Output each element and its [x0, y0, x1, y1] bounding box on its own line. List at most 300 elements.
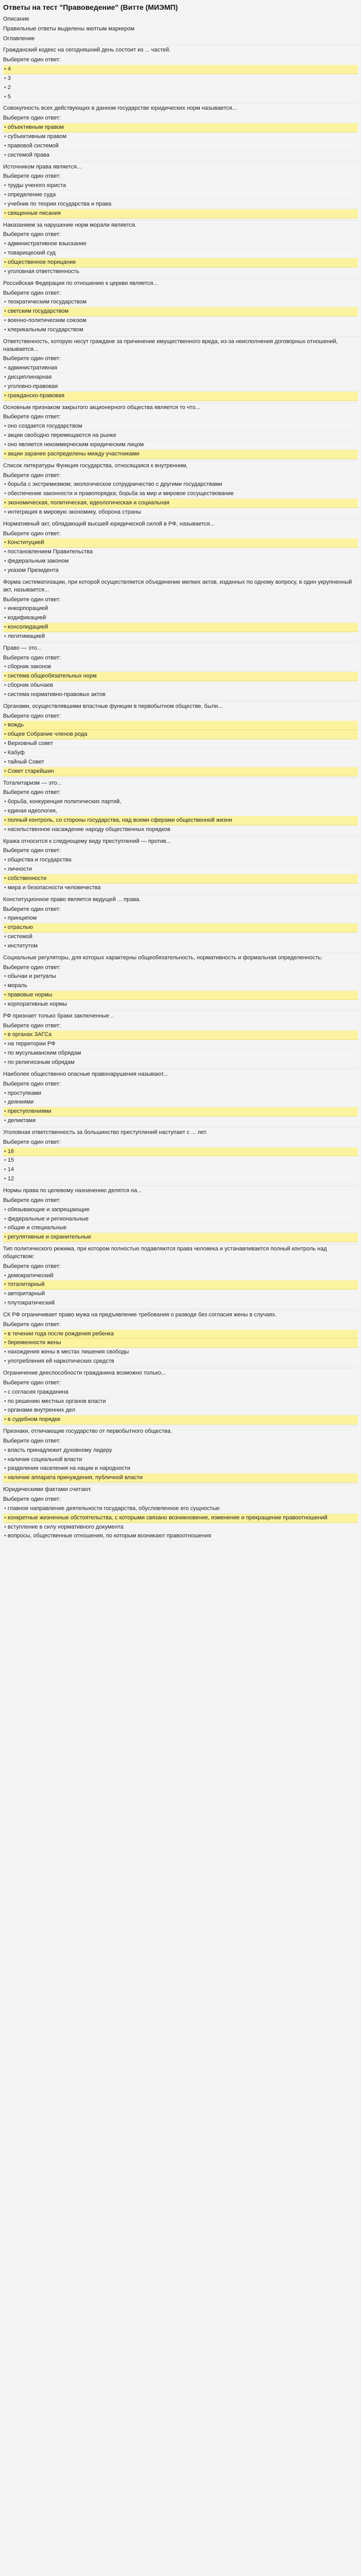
option-label: тайный Совет — [7, 758, 44, 765]
option-label: труды ученого юриста — [7, 182, 66, 189]
bullet-icon: • — [4, 1465, 6, 1472]
correct-answer-option — [3, 816, 358, 825]
option-label: демократический — [7, 1272, 54, 1279]
answer-option — [3, 865, 358, 874]
correct-answer-option — [3, 1514, 358, 1523]
choose-label: Выберите один ответ: — [3, 713, 61, 719]
option-label: вопросы, общественные отношения, по которым возникают правоотношения — [7, 1533, 211, 1539]
correct-answer-option — [3, 499, 358, 508]
option-label: светским государством — [7, 308, 68, 315]
question-text: Российская Федерация по отношению к церкви является... — [3, 278, 358, 289]
answer-option — [3, 132, 358, 142]
answer-option — [3, 364, 358, 373]
answer-option — [3, 632, 358, 641]
bullet-icon: • — [4, 992, 6, 998]
correct-answer-option — [3, 1233, 358, 1242]
question-block — [3, 519, 358, 575]
option-label: разделение населения на нации и народности — [7, 1465, 130, 1472]
option-label: акции свободно перемещаются на рынке — [7, 432, 116, 439]
bullet-icon: • — [4, 1533, 6, 1539]
correct-answer-option — [3, 209, 358, 218]
answer-option — [3, 480, 358, 489]
question-text: Тип политического режима, при котором полностью подавляются права человека и устанавливается полный контроль над обществом: — [3, 1244, 358, 1262]
answer-option — [3, 1000, 358, 1009]
option-label: вступление в силу нормативного документа — [7, 1523, 124, 1530]
bullet-icon: • — [4, 200, 6, 207]
answer-option — [3, 604, 358, 614]
answer-option — [3, 1175, 358, 1184]
bullet-icon: • — [4, 1050, 6, 1057]
choose-label: Выберите один ответ: — [3, 1080, 61, 1087]
option-label: на территории РФ — [7, 1041, 56, 1047]
answer-option — [3, 1299, 358, 1308]
question-block — [3, 953, 358, 1009]
option-label: собственности — [7, 875, 47, 882]
option-label: правовые нормы — [7, 992, 53, 998]
option-label: система общеобязательных норм — [7, 673, 97, 680]
question-text: Основным признаком закрытого акционерного общества является то что... — [3, 402, 358, 413]
bullet-icon: • — [4, 500, 6, 506]
correct-answer-option — [3, 672, 358, 681]
bullet-icon: • — [4, 383, 6, 389]
option-label: 14 — [7, 1166, 14, 1173]
bullet-icon: • — [4, 93, 6, 100]
question-block — [3, 643, 358, 700]
question-block — [3, 1310, 358, 1366]
option-label: инкорпорацией — [7, 605, 48, 612]
bullet-icon: • — [4, 241, 6, 247]
question-block — [3, 701, 358, 776]
answer-option — [3, 1406, 358, 1415]
bullet-icon: • — [4, 365, 6, 371]
answer-option — [3, 326, 358, 335]
bullet-icon: • — [4, 1505, 6, 1512]
answer-option — [3, 663, 358, 672]
question-block — [3, 1127, 358, 1184]
answer-option — [3, 884, 358, 893]
bullet-icon: • — [4, 750, 6, 756]
option-label: общественное порицание — [7, 259, 76, 265]
answer-option — [3, 142, 358, 151]
option-label: сборник законов — [7, 664, 51, 670]
answer-option — [3, 1523, 358, 1532]
choose-label: Выберите один ответ: — [3, 472, 61, 479]
option-label: в течении года после рождения ребенка — [7, 1330, 114, 1337]
question-text: Право — это... — [3, 643, 358, 653]
option-label: личности — [7, 866, 32, 873]
bullet-icon: • — [4, 450, 6, 457]
choose-label: Выберите один ответ: — [3, 1197, 61, 1204]
choose-label: Выберите один ответ: — [3, 115, 61, 122]
answer-option — [3, 758, 358, 767]
option-label: борьба, конкуренция политических партий, — [7, 799, 122, 805]
option-label: уголовная ответственность — [7, 268, 79, 275]
option-label: преступлениями — [7, 1108, 51, 1115]
option-label: система нормативно-правовых актов — [7, 691, 106, 698]
choose-label: Выберите один ответ: — [3, 848, 61, 854]
answer-option — [3, 548, 358, 557]
answer-option — [3, 298, 358, 307]
correct-answer-option — [3, 623, 358, 632]
question-text: Форма систематизации, при которой осуществляется объединение мелких актов, изданных по одному вопросу, в один укрупненный акт, называется... — [3, 577, 358, 595]
option-label: корпоративные нормы — [7, 1001, 67, 1007]
question-text: РФ признает только браки заключенные .. — [3, 1011, 358, 1021]
answer-option — [3, 981, 358, 991]
answer-option — [3, 373, 358, 382]
bullet-icon: • — [4, 1206, 6, 1213]
bullet-icon: • — [4, 509, 6, 515]
answer-option — [3, 914, 358, 923]
answer-option — [3, 422, 358, 431]
question-block — [3, 336, 358, 401]
bullet-icon: • — [4, 423, 6, 430]
choose-label: Выберите один ответ: — [3, 290, 61, 296]
answer-option — [3, 690, 358, 700]
choose-label: Выберите один ответ: — [3, 596, 61, 603]
question-block — [3, 1426, 358, 1483]
option-label: употребления ей наркотических средств — [7, 1358, 114, 1365]
bullet-icon: • — [4, 308, 6, 315]
bullet-icon: • — [4, 615, 6, 621]
option-label: военно-политическим союзом — [7, 317, 87, 324]
bullet-icon: • — [4, 722, 6, 728]
answer-option — [3, 382, 358, 392]
bullet-icon: • — [4, 259, 6, 265]
bullet-icon: • — [4, 942, 6, 949]
option-label: регулятивные и охранительные — [7, 1234, 91, 1241]
question-text: Тоталитаризм — это... — [3, 778, 358, 788]
option-label: кодификацией — [7, 615, 46, 621]
question-block — [3, 162, 358, 218]
bullet-icon: • — [4, 857, 6, 863]
option-label: отраслью — [7, 924, 33, 931]
option-label: принципом — [7, 915, 37, 922]
option-label: учебник по теории государства и права — [7, 200, 112, 207]
option-label: указом Президента — [7, 567, 59, 573]
answer-option — [3, 614, 358, 623]
bullet-icon: • — [4, 799, 6, 805]
answer-option — [3, 1455, 358, 1465]
question-list — [3, 45, 358, 1541]
option-label: интеграция в мировую экономику, оборона страны — [7, 509, 141, 515]
bullet-icon: • — [4, 1407, 6, 1414]
answer-option — [3, 1348, 358, 1357]
question-block — [3, 894, 358, 951]
bullet-icon: • — [4, 915, 6, 922]
option-label: 12 — [7, 1176, 14, 1182]
question-text: СК РФ ограничивает право мужа на предъявление требования о разводе без согласия жены в случаях. — [3, 1310, 358, 1320]
option-label: по религиозным обрядам — [7, 1059, 75, 1066]
choose-label: Выберите один ответ: — [3, 173, 61, 180]
answer-option — [3, 1532, 358, 1541]
question-block — [3, 1484, 358, 1541]
bullet-icon: • — [4, 740, 6, 747]
option-label: обеспечение законности и правопорядка; борьба за мир и мировое сосуществование — [7, 490, 234, 497]
bullet-icon: • — [4, 1272, 6, 1279]
choose-label: Выберите один ответ: — [3, 906, 61, 912]
answer-option — [3, 1215, 358, 1224]
answer-option — [3, 749, 358, 758]
option-label: тоталитарный — [7, 1281, 45, 1288]
question-text: Источником права является... — [3, 162, 358, 172]
option-label: общее Собрание членов рода — [7, 731, 88, 738]
bullet-icon: • — [4, 1031, 6, 1038]
bullet-icon: • — [4, 633, 6, 639]
correct-answer-option — [3, 730, 358, 739]
option-label: борьба с экстремизмом; экологическое сотрудничество с другими государствами — [7, 481, 222, 488]
answer-option — [3, 1058, 358, 1067]
option-label: обязывающие и запрещающие — [7, 1206, 90, 1213]
correct-answer-option — [3, 1330, 358, 1339]
option-label: 3 — [7, 75, 11, 81]
question-text: Социальные регуляторы, для которых характерны общеобязательность, нормативность и формальная определенность: — [3, 953, 358, 963]
bullet-icon: • — [4, 142, 6, 149]
option-label: объективным правом — [7, 124, 64, 131]
question-text: Юридическими фактами считают. — [3, 1484, 358, 1495]
answer-option — [3, 798, 358, 807]
bullet-icon: • — [4, 1108, 6, 1115]
answer-option — [3, 972, 358, 981]
bullet-icon: • — [4, 982, 6, 989]
answer-option — [3, 1357, 358, 1366]
bullet-icon: • — [4, 731, 6, 738]
bullet-icon: • — [4, 210, 6, 216]
bullet-icon: • — [4, 1291, 6, 1297]
question-block — [3, 1185, 358, 1242]
option-label: административная — [7, 365, 58, 371]
correct-answer-option — [3, 538, 358, 548]
option-label: деликтами — [7, 1117, 36, 1124]
correct-answer-option — [3, 258, 358, 267]
bullet-icon: • — [4, 1475, 6, 1481]
question-text: Нормативный акт, обладающий высшей юридической силой в РФ, называется... — [3, 519, 358, 529]
answer-option — [3, 1388, 358, 1397]
bullet-icon: • — [4, 558, 6, 565]
option-label: акции заранее распределены между участниками — [7, 450, 140, 457]
bullet-icon: • — [4, 1215, 6, 1222]
question-block — [3, 836, 358, 893]
bullet-icon: • — [4, 392, 6, 399]
correct-answer-option — [3, 1338, 358, 1348]
answer-option — [3, 181, 358, 191]
choose-label: Выберите один ответ: — [3, 414, 61, 420]
bullet-icon: • — [4, 1059, 6, 1066]
correct-answer-option — [3, 123, 358, 132]
question-text: Ограничение дееспособности гражданина возможно только... — [3, 1368, 358, 1378]
answer-option — [3, 240, 358, 249]
question-text: Нормы права по целевому назначению делятся на... — [3, 1185, 358, 1196]
option-label: с согласия гражданина — [7, 1388, 68, 1395]
option-label: власть принадлежит духовному лидеру — [7, 1447, 112, 1453]
bullet-icon: • — [4, 1166, 6, 1173]
question-block — [3, 402, 358, 459]
bullet-icon: • — [4, 1388, 6, 1395]
answer-option — [3, 1040, 358, 1049]
option-label: священные писания — [7, 210, 61, 216]
option-label: общества и государства — [7, 857, 72, 863]
bullet-icon: • — [4, 250, 6, 257]
bullet-icon: • — [4, 1234, 6, 1241]
bullet-icon: • — [4, 1001, 6, 1007]
answer-option — [3, 1224, 358, 1233]
option-label: наличие социальной власти — [7, 1456, 82, 1463]
option-label: насильственное насаждение народу общественных порядков — [7, 826, 170, 833]
option-label: определение суда — [7, 192, 56, 198]
bullet-icon: • — [4, 875, 6, 882]
choose-label: Выберите один ответ: — [3, 1437, 61, 1444]
question-text: Признаки, отличающие государство от первобытного общества. — [3, 1426, 358, 1436]
choose-label: Выберите один ответ: — [3, 654, 61, 661]
answer-option — [3, 933, 358, 942]
answer-option — [3, 200, 358, 209]
question-text: Конституционное право является ведущей ... права. — [3, 894, 358, 905]
correct-answer-option — [3, 923, 358, 933]
answer-option — [3, 93, 358, 102]
correct-answer-option — [3, 1415, 358, 1425]
question-text: Наиболее общественно опасные правонарушения называют... — [3, 1069, 358, 1079]
bullet-icon: • — [4, 673, 6, 680]
option-label: по решению местных органов власти — [7, 1398, 106, 1404]
option-label: проступками — [7, 1090, 42, 1096]
bullet-icon: • — [4, 1281, 6, 1288]
option-label: нахождения жены в местах лишения свободы — [7, 1349, 129, 1355]
answer-option — [3, 1272, 358, 1281]
option-label: товарищеский суд — [7, 250, 56, 257]
option-label: плутократический — [7, 1300, 55, 1307]
question-block — [3, 1069, 358, 1126]
bullet-icon: • — [4, 682, 6, 689]
correct-answer-option — [3, 1473, 358, 1483]
question-block — [3, 577, 358, 641]
bullet-icon: • — [4, 924, 6, 931]
answer-option — [3, 1049, 358, 1058]
answer-option — [3, 1504, 358, 1514]
correct-answer-option — [3, 1107, 358, 1116]
answer-option — [3, 825, 358, 835]
bullet-icon: • — [4, 768, 6, 774]
option-label: системой — [7, 934, 32, 940]
answer-option — [3, 249, 358, 258]
bullet-icon: • — [4, 268, 6, 275]
choose-label: Выберите один ответ: — [3, 1321, 61, 1328]
bullet-icon: • — [4, 192, 6, 198]
question-text: Гражданский кодекс на сегодняшний день состоит из ... частей. — [3, 45, 358, 55]
question-block — [3, 461, 358, 517]
question-text: Органами, осуществлявшими властные функции в первобытном обществе, были... — [3, 701, 358, 711]
option-label: деяниями — [7, 1099, 34, 1106]
answer-note: Правильные ответы выделены желтым маркером — [3, 25, 135, 32]
bullet-icon: • — [4, 691, 6, 698]
bullet-icon: • — [4, 133, 6, 140]
answer-option — [3, 739, 358, 749]
page-title: Ответы на тест "Правоведение" (Витте (МИЭМП) — [3, 3, 178, 11]
bullet-icon: • — [4, 84, 6, 91]
question-block — [3, 1244, 358, 1308]
option-label: 16 — [7, 1148, 14, 1155]
option-label: единая идеология, — [7, 808, 57, 815]
answer-option — [3, 566, 358, 575]
bullet-icon: • — [4, 1148, 6, 1155]
question-block — [3, 778, 358, 835]
option-label: в органах ЗАГСа — [7, 1031, 52, 1038]
answer-option — [3, 942, 358, 951]
option-label: оно является некоммерческим юридическим лицом — [7, 442, 144, 448]
bullet-icon: • — [4, 442, 6, 448]
bullet-icon: • — [4, 1041, 6, 1047]
question-block — [3, 103, 358, 160]
choose-label: Выберите один ответ: — [3, 355, 61, 362]
option-label: институтом — [7, 942, 38, 949]
option-label: 4 — [7, 66, 11, 73]
option-label: по мусульманским обрядам — [7, 1050, 81, 1057]
bullet-icon: • — [4, 1176, 6, 1182]
option-label: авторитарный — [7, 1291, 45, 1297]
question-text: Список литературы Функция государства, относящаяся к внутренним, — [3, 461, 358, 471]
bullet-icon: • — [4, 549, 6, 555]
option-label: органами внутренних дел — [7, 1407, 76, 1414]
option-label: 15 — [7, 1157, 14, 1164]
correct-answer-option — [3, 991, 358, 1000]
option-label: федеральные и региональные — [7, 1215, 89, 1222]
option-label: общие и специальные — [7, 1225, 67, 1231]
choose-label: Выберите один ответ: — [3, 530, 61, 537]
option-label: федеральным законом — [7, 558, 69, 565]
option-label: в судебном порядке — [7, 1416, 61, 1423]
bullet-icon: • — [4, 758, 6, 765]
bullet-icon: • — [4, 1398, 6, 1404]
bullet-icon: • — [4, 481, 6, 488]
answer-option — [3, 856, 358, 865]
option-label: полный контроль, со стороны государства, над всеми сферами общественной жизни — [7, 817, 232, 823]
bullet-icon: • — [4, 1358, 6, 1365]
bullet-icon: • — [4, 1456, 6, 1463]
bullet-icon: • — [4, 151, 6, 158]
answer-option — [3, 1397, 358, 1406]
correct-answer-option — [3, 450, 358, 459]
answer-option — [3, 1290, 358, 1299]
option-label: мораль — [7, 982, 27, 989]
bullet-icon: • — [4, 75, 6, 81]
option-label: административное взыскание — [7, 241, 87, 247]
bullet-icon: • — [4, 1523, 6, 1530]
option-label: сборник обычаев — [7, 682, 54, 689]
option-label: 5 — [7, 93, 11, 100]
answer-option — [3, 1098, 358, 1107]
option-label: постановлением Правительства — [7, 549, 93, 555]
bullet-icon: • — [4, 1330, 6, 1337]
answer-option — [3, 1464, 358, 1473]
answer-option — [3, 83, 358, 93]
bullet-icon: • — [4, 1090, 6, 1096]
correct-answer-option — [3, 65, 358, 74]
question-text: Совокупность всех действующих в данном государстве юридических норм называется... — [3, 103, 358, 113]
bullet-icon: • — [4, 664, 6, 670]
bullet-icon: • — [4, 624, 6, 631]
bullet-icon: • — [4, 1157, 6, 1164]
answer-option — [3, 440, 358, 450]
answer-option — [3, 316, 358, 326]
option-label: клерикальным государством — [7, 326, 83, 333]
correct-answer-option — [3, 1147, 358, 1157]
question-block — [3, 1368, 358, 1425]
question-text: Кража относится к следующему виду преступлений — против... — [3, 836, 358, 846]
answer-option — [3, 1156, 358, 1165]
option-label: беременности жены — [7, 1340, 61, 1346]
correct-answer-option — [3, 721, 358, 730]
question-text: Наказанием за нарушение норм морали является. — [3, 220, 358, 230]
question-text: Уголовная ответственность за большинство преступлений наступает с ... лет. — [3, 1127, 358, 1138]
answer-option — [3, 267, 358, 277]
